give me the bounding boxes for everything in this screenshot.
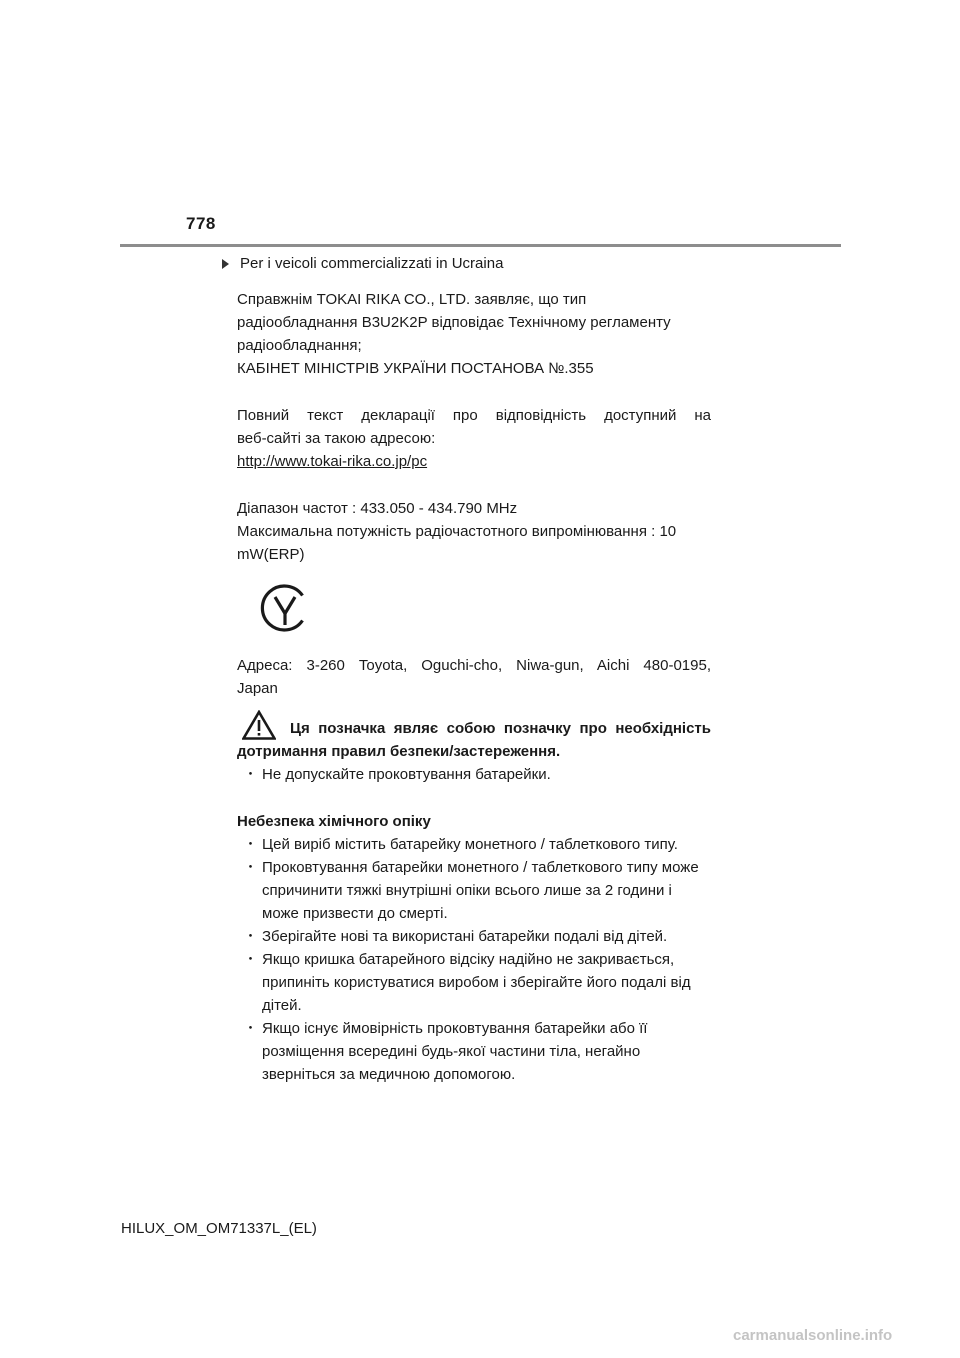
bullet-marker: ・ (243, 928, 259, 945)
declaration-url (237, 450, 711, 473)
address-line: Адреса: 3-260 Toyota, Oguchi-cho, Niwa-gun, Aichi 480-0195, (237, 657, 711, 674)
document-code: HILUX_OM_OM71337L_(EL) (121, 1220, 317, 1237)
declaration-line: КАБІНЕТ МІНІСТРІВ УКРАЇНИ ПОСТАНОВА №.355 (237, 360, 594, 377)
spacer (237, 786, 711, 810)
full-text-line: веб-сайті за такою адресою: (237, 430, 436, 447)
list-item-text: дітей. (262, 997, 302, 1014)
declaration-line: Справжнім TOKAI RIKA CO., LTD. заявляє, що тип (237, 291, 587, 308)
bullet-marker: ・ (243, 951, 259, 968)
address-line: Japan (237, 680, 278, 697)
list-item-text: Проковтування батарейки монетного / таблеткового типу може (262, 859, 699, 876)
declaration-link[interactable]: http://www.tokai-rika.co.jp/pc (237, 453, 428, 470)
list-item (237, 925, 711, 948)
warning-triangle-icon (242, 710, 276, 740)
list-item (237, 1017, 711, 1086)
list-item-text: Якщо існує ймовірність проковтування батарейки або її (262, 1020, 648, 1037)
list-item-text: припиніть користуватися виробом і зберігайте його подалі від (262, 974, 691, 991)
full-text-line: Повний текст декларації про відповідність доступний на (237, 407, 711, 424)
list-item (237, 856, 711, 925)
list-item (237, 833, 711, 856)
warning-text: Ця позначка являє собою позначку про необхідність (290, 720, 711, 737)
bullet-marker: ・ (243, 859, 259, 876)
hazard-list (237, 833, 711, 1086)
list-item-text: Зберігайте нові та використані батарейки подалі від дітей. (262, 928, 668, 945)
list-item (237, 948, 711, 1017)
list-item-text: Цей виріб містить батарейку монетного / таблеткового типу. (262, 836, 678, 853)
list-item-text: розміщення всередині будь-якої частини тіла, негайно (262, 1043, 641, 1060)
warning-notice (237, 710, 711, 763)
ukrainian-conformity-mark-icon (258, 581, 312, 635)
list-item-text: зверніться за медичною допомогою. (262, 1066, 516, 1083)
list-item (237, 763, 711, 786)
declaration-line: радіообладнання B3U2K2P відповідає Технічному регламенту (237, 314, 671, 331)
list-item-text: Не допускайте проковтування батарейки. (262, 766, 551, 783)
list-item-text: спричинити тяжкі внутрішні опіки всього лише за 2 години і (262, 882, 672, 899)
max-power-line: mW(ERP) (237, 546, 305, 563)
max-power-line: Максимальна потужність радіочастотного випромінювання : 10 (237, 523, 677, 540)
section-heading-text: Per i veicoli commercializzati in Ucraina (240, 255, 504, 272)
spacer (237, 473, 711, 497)
bullet-marker: ・ (243, 766, 259, 783)
list-item-text: може призвести до смерті. (262, 905, 448, 922)
main-content (237, 288, 711, 1086)
declaration-line: радіообладнання; (237, 337, 362, 354)
list-item-text: Якщо кришка батарейного відсіку надійно не закривається, (262, 951, 675, 968)
frequency-range: Діапазон частот : 433.050 - 434.790 MHz (237, 500, 518, 517)
warning-text: дотримання правил безпеки/застереження. (237, 743, 561, 760)
bullet-marker: ・ (243, 1020, 259, 1037)
header-rule (120, 244, 841, 247)
bullet-marker: ・ (243, 836, 259, 853)
spacer (237, 380, 711, 404)
triangle-bullet-icon (222, 259, 229, 269)
hazard-title: Небезпека хімічного опіку (237, 813, 431, 830)
watermark: carmanualsonline.info (733, 1327, 893, 1344)
page-number: 778 (186, 214, 216, 233)
section-heading (222, 255, 503, 272)
